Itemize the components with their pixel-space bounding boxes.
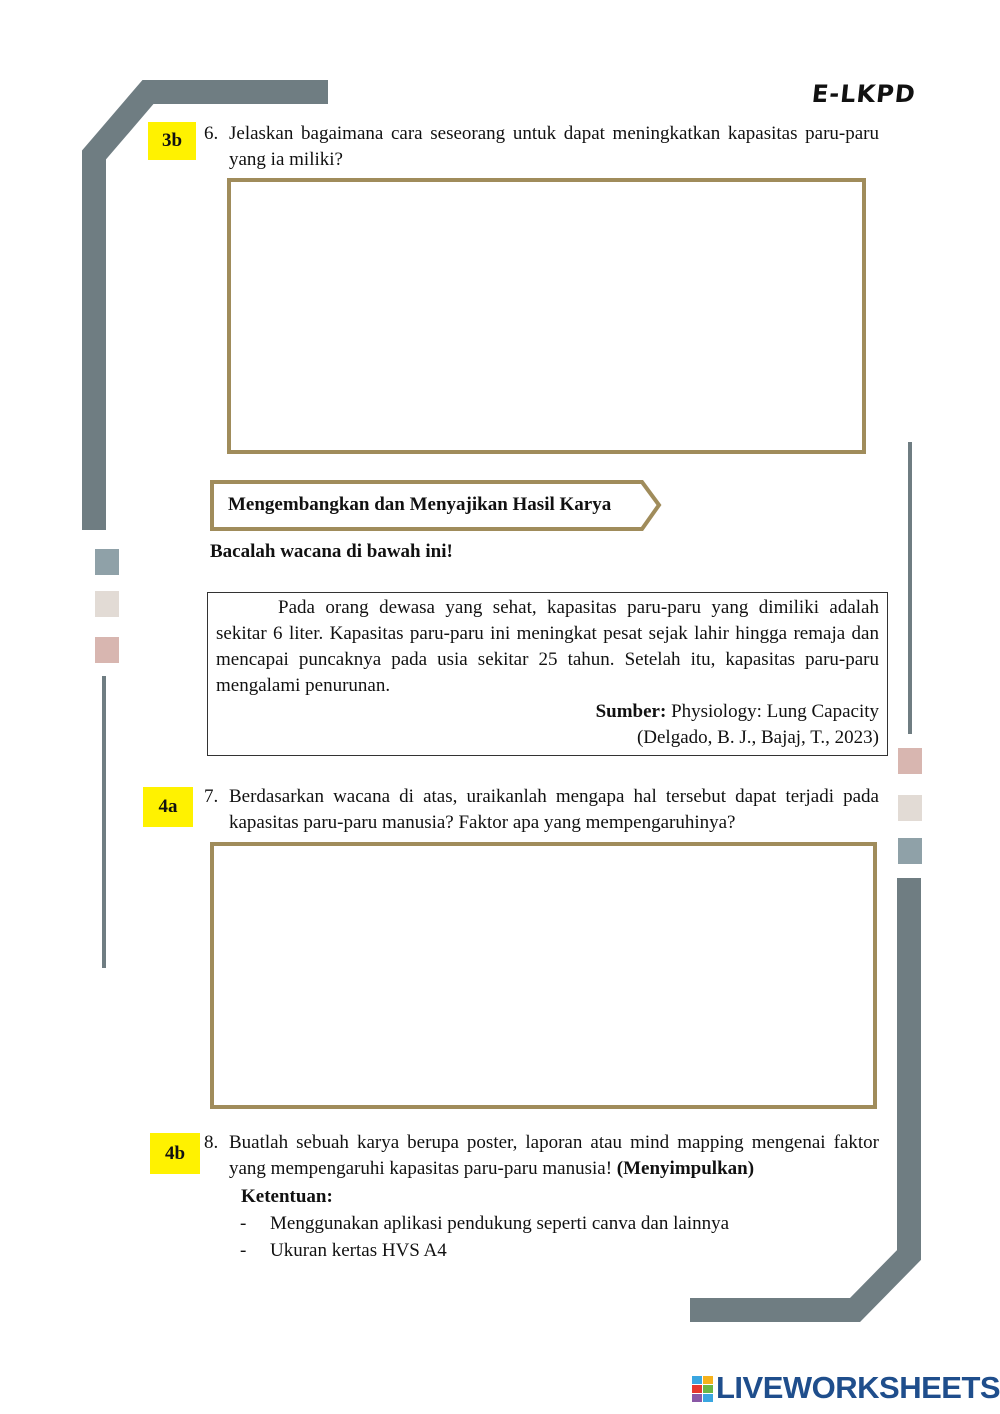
liveworksheets-brand[interactable] (716, 1370, 1000, 1406)
right-swatch-pink (898, 748, 922, 774)
question-text: Berdasarkan wacana di atas, uraikanlah mengapa hal tersebut dapat terjadi pada kapasitas paru-paru manusia? Faktor apa yang mempengaruhinya? (229, 786, 879, 833)
left-swatch-beige (95, 591, 119, 617)
brand-prefix: LIVE (716, 1370, 783, 1405)
left-swatch-pink (95, 637, 119, 663)
reading-instruction: Bacalah wacana di bawah ini! (210, 541, 453, 562)
passage-source (216, 699, 879, 725)
question-7 (204, 784, 879, 836)
passage-text: Pada orang dewasa yang sehat, kapasitas paru-paru yang dimiliki adalah sekitar 6 liter. Kapasitas paru-paru ini meningkat pesat sejak lahir hingga remaja dan mencapai puncaknya pada usia sekitar 25 tahun. Setelah itu, kapasitas paru-paru mengalami penurunan. (216, 597, 879, 696)
requirements-label: Ketentuan: (241, 1186, 333, 1207)
requirement-text: Menggunakan aplikasi pendukung seperti canva dan lainnya (270, 1213, 730, 1234)
competency-badge-4b: 4b (150, 1133, 200, 1174)
answer-box-question-7[interactable] (210, 842, 877, 1109)
bullet: - (240, 1213, 247, 1234)
question-8-emphasis: (Menyimpulkan) (616, 1158, 755, 1179)
section-title: Mengembangkan dan Menyajikan Hasil Karya (228, 494, 612, 515)
requirement-item (240, 1237, 729, 1264)
requirement-text: Ukuran kertas HVS A4 (270, 1240, 447, 1261)
right-swatch-beige (898, 795, 922, 821)
requirement-item (240, 1210, 729, 1237)
question-8 (204, 1130, 879, 1182)
question-6 (204, 121, 879, 173)
question-number: 7. (204, 786, 219, 807)
question-number: 8. (204, 1132, 219, 1153)
requirements-list (240, 1210, 729, 1264)
competency-badge-4a: 4a (143, 787, 193, 827)
source-title: Physiology: Lung Capacity (671, 701, 879, 722)
page-header-title: E-LKPD (810, 80, 918, 108)
source-authors: (Delgado, B. J., Bajaj, T., 2023) (636, 727, 879, 748)
right-swatch-blue (898, 838, 922, 864)
question-text (229, 1130, 879, 1182)
reading-passage (207, 592, 888, 756)
answer-box-question-6[interactable] (227, 178, 866, 454)
question-number: 6. (204, 123, 219, 144)
liveworksheets-logo-icon (692, 1374, 714, 1404)
source-label: Sumber: (595, 701, 667, 722)
left-swatch-blue (95, 549, 119, 575)
bullet: - (240, 1240, 247, 1261)
brand-suffix: WORKSHEETS (782, 1370, 1000, 1405)
question-text: Jelaskan bagaimana cara seseorang untuk dapat meningkatkan kapasitas paru-paru yang ia miliki? (229, 123, 879, 170)
competency-badge-3b: 3b (148, 122, 196, 160)
question-8-body: Buatlah sebuah karya berupa poster, laporan atau mind mapping mengenai faktor yang mempengaruhi kapasitas paru-paru manusia! (229, 1132, 879, 1179)
